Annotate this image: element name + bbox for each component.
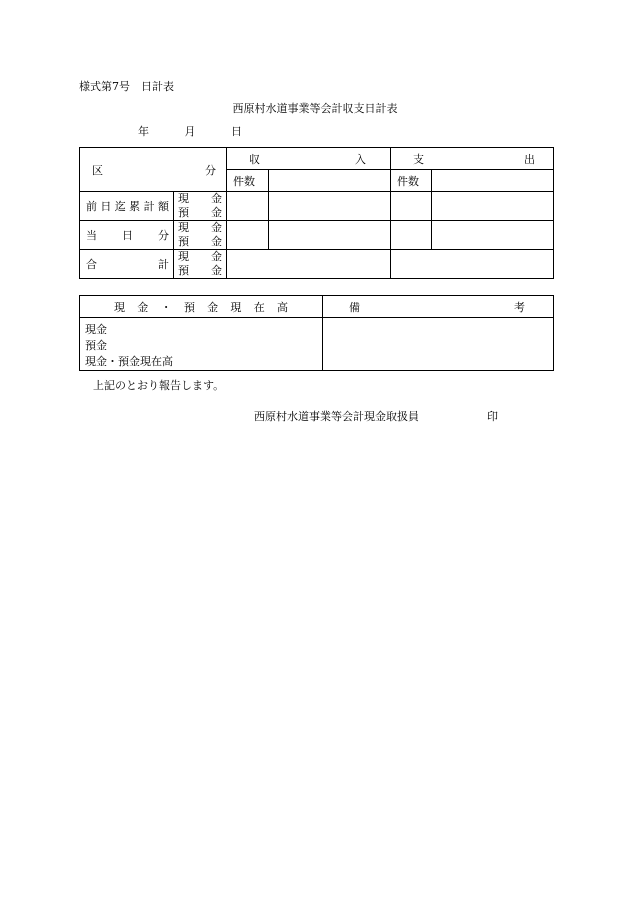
month-label: 月: [184, 125, 196, 138]
seal-label: 印: [487, 410, 498, 423]
row-sub-labels: 現 金 預 金: [174, 221, 227, 250]
row-label: 当 日 分: [80, 221, 174, 250]
balance-table: [79, 295, 554, 371]
cash-deposit-balance-line: 現金・預金現在高: [85, 355, 173, 368]
date-line: [138, 126, 242, 137]
expense-count-cell: [391, 221, 432, 250]
header-expense: 支 出: [391, 148, 554, 170]
income-amount-cell: [269, 221, 391, 250]
expense-count-cell: [391, 192, 432, 221]
signature-label: 西原村水道事業等会計現金取扱員: [254, 410, 419, 423]
income-count-cell: [227, 221, 269, 250]
income-count-cell: [227, 192, 269, 221]
income-amount-cell: [269, 192, 391, 221]
header-cash-balance: 現 金 ・ 預 金 現 在 高: [80, 296, 323, 318]
row-label: 合 計: [80, 250, 174, 279]
row-sub-labels: 現 金 預 金: [174, 250, 227, 279]
income-count-label: 件数: [227, 170, 269, 192]
income-total-cell: [227, 250, 391, 279]
day-label: 日: [231, 125, 242, 138]
income-amount-cell: [269, 170, 391, 192]
daily-summary-table: [79, 147, 554, 279]
remarks-cell: [323, 318, 554, 371]
row-label: 前 日 迄 累 計 額: [80, 192, 174, 221]
header-remarks: 備 考: [323, 296, 554, 318]
cash-line: 現金: [85, 323, 107, 336]
header-category: 区 分: [80, 148, 227, 192]
expense-amount-cell: [432, 221, 554, 250]
form-number: 様式第7号 日計表: [79, 80, 174, 93]
row-sub-labels: 現 金 預 金: [174, 192, 227, 221]
expense-amount-cell: [432, 170, 554, 192]
document-title: 西原村水道事業等会計収支日計表: [232, 102, 398, 115]
expense-total-cell: [391, 250, 554, 279]
table-row: [80, 192, 554, 221]
expense-count-label: 件数: [391, 170, 432, 192]
report-note: 上記のとおり報告します。: [93, 379, 225, 392]
header-income: 収 入: [227, 148, 391, 170]
deposit-line: 預金: [85, 339, 107, 352]
year-label: 年: [138, 125, 149, 138]
expense-amount-cell: [432, 192, 554, 221]
table-row: [80, 221, 554, 250]
table-row: [80, 250, 554, 279]
balance-lines: [80, 318, 323, 371]
